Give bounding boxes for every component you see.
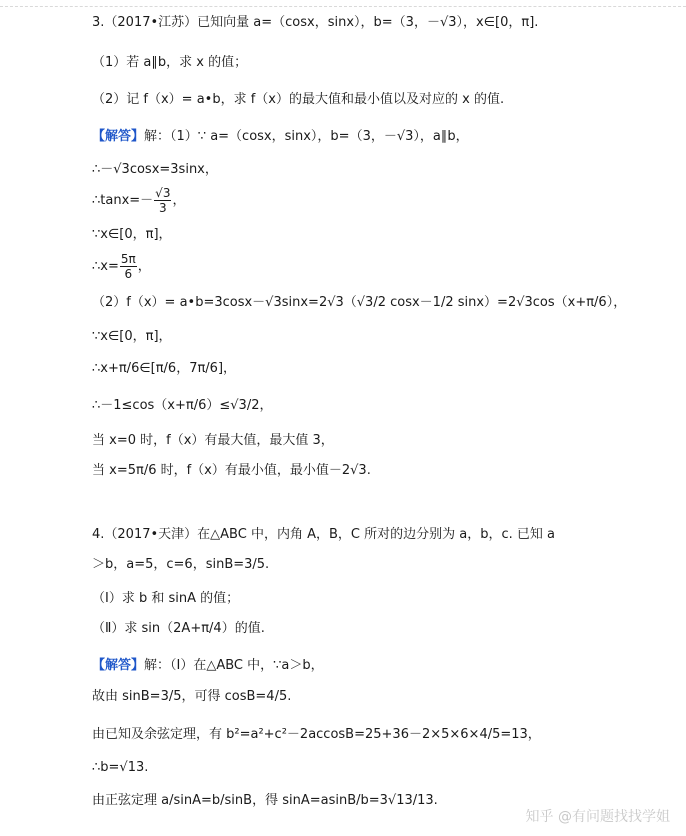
p4-title-line-1: 4.（2017•天津）在△ABC 中，内角 A，B，C 所对的边分别为 a，b，c. 已知 a — [92, 527, 555, 542]
p3-step-9: 当 x=0 时，f（x）有最大值，最大值 3， — [92, 433, 334, 448]
fraction — [154, 186, 171, 215]
p4-solution-intro — [92, 657, 324, 675]
numerator: √3 — [155, 186, 171, 200]
p3-step-2: ∴tanx=－ $\frac{√3}{3}$ ， — [92, 186, 186, 215]
p4-sol-text: 解：（Ⅰ）在△ABC 中，∵a＞b， — [144, 658, 324, 673]
denominator: 6 — [124, 267, 133, 281]
p3-sol-text: 解：（1）∵ a=（cosx，sinx），b=（3，－√3），a∥b， — [144, 129, 469, 144]
watermark-text: 知乎 @有问题找找学姐 — [525, 809, 670, 825]
p3-step-6: ∵x∈[0，π]， — [92, 329, 172, 344]
numerator: 5π — [120, 252, 136, 266]
p3-step-7: ∴x+π/6∈[π/6，7π/6]， — [92, 361, 237, 376]
p3-title: 3.（2017•江苏）已知向量 a=（cosx，sinx），b=（3，－√3），x∈[0，π]. — [92, 15, 539, 30]
answer-tag: 【解答】 — [92, 658, 145, 673]
p3-solution-intro — [92, 128, 469, 146]
p4-step-4: 由正弦定理 a/sinA=b/sinB，得 sinA=asinB/b=3√13/13. — [92, 793, 438, 808]
fraction — [120, 252, 137, 281]
denominator: 3 — [158, 201, 167, 215]
p4-step-1: 故由 sinB=3/5，可得 cosB=4/5. — [92, 689, 292, 704]
p4-title-line-2: ＞b，a=5，c=6，sinB=3/5. — [92, 557, 270, 572]
p3-step-3: ∵x∈[0，π]， — [92, 227, 172, 242]
page-top-edge — [0, 0, 686, 7]
p4-step-3: ∴b=√13. — [92, 760, 149, 775]
p3-step-4: ∴x= $\frac{5\pi}{6}$ ， — [92, 252, 151, 281]
p3-step-4-prefix: ∴x= — [92, 259, 119, 274]
p4-step-2: 由已知及余弦定理，有 b²=a²+c²－2accosB=25+36－2×5×6×4/5=13， — [92, 727, 541, 742]
p3-step-1: ∴－√3cosx=3sinx， — [92, 162, 218, 177]
p3-step-2-prefix: ∴tanx=－ — [92, 193, 154, 208]
p3-step-8: ∴－1≤cos（x+π/6）≤√3/2， — [92, 398, 273, 413]
p4-question-2: （Ⅱ）求 sin（2A+π/4）的值. — [92, 621, 265, 636]
p3-step-5: （2）f（x）= a•b=3cosx－√3sinx=2√3（√3/2 cosx－1/2 sinx）=2√3cos（x+π/6）， — [92, 295, 627, 310]
p3-question-2: （2）记 f（x）= a•b，求 f（x）的最大值和最小值以及对应的 x 的值. — [92, 92, 505, 107]
p3-question-1: （1）若 a∥b，求 x 的值； — [92, 55, 248, 70]
answer-tag: 【解答】 — [92, 129, 145, 144]
p3-step-10: 当 x=5π/6 时，f（x）有最小值，最小值－2√3. — [92, 463, 371, 478]
p4-question-1: （Ⅰ）求 b 和 sinA 的值； — [92, 591, 240, 606]
